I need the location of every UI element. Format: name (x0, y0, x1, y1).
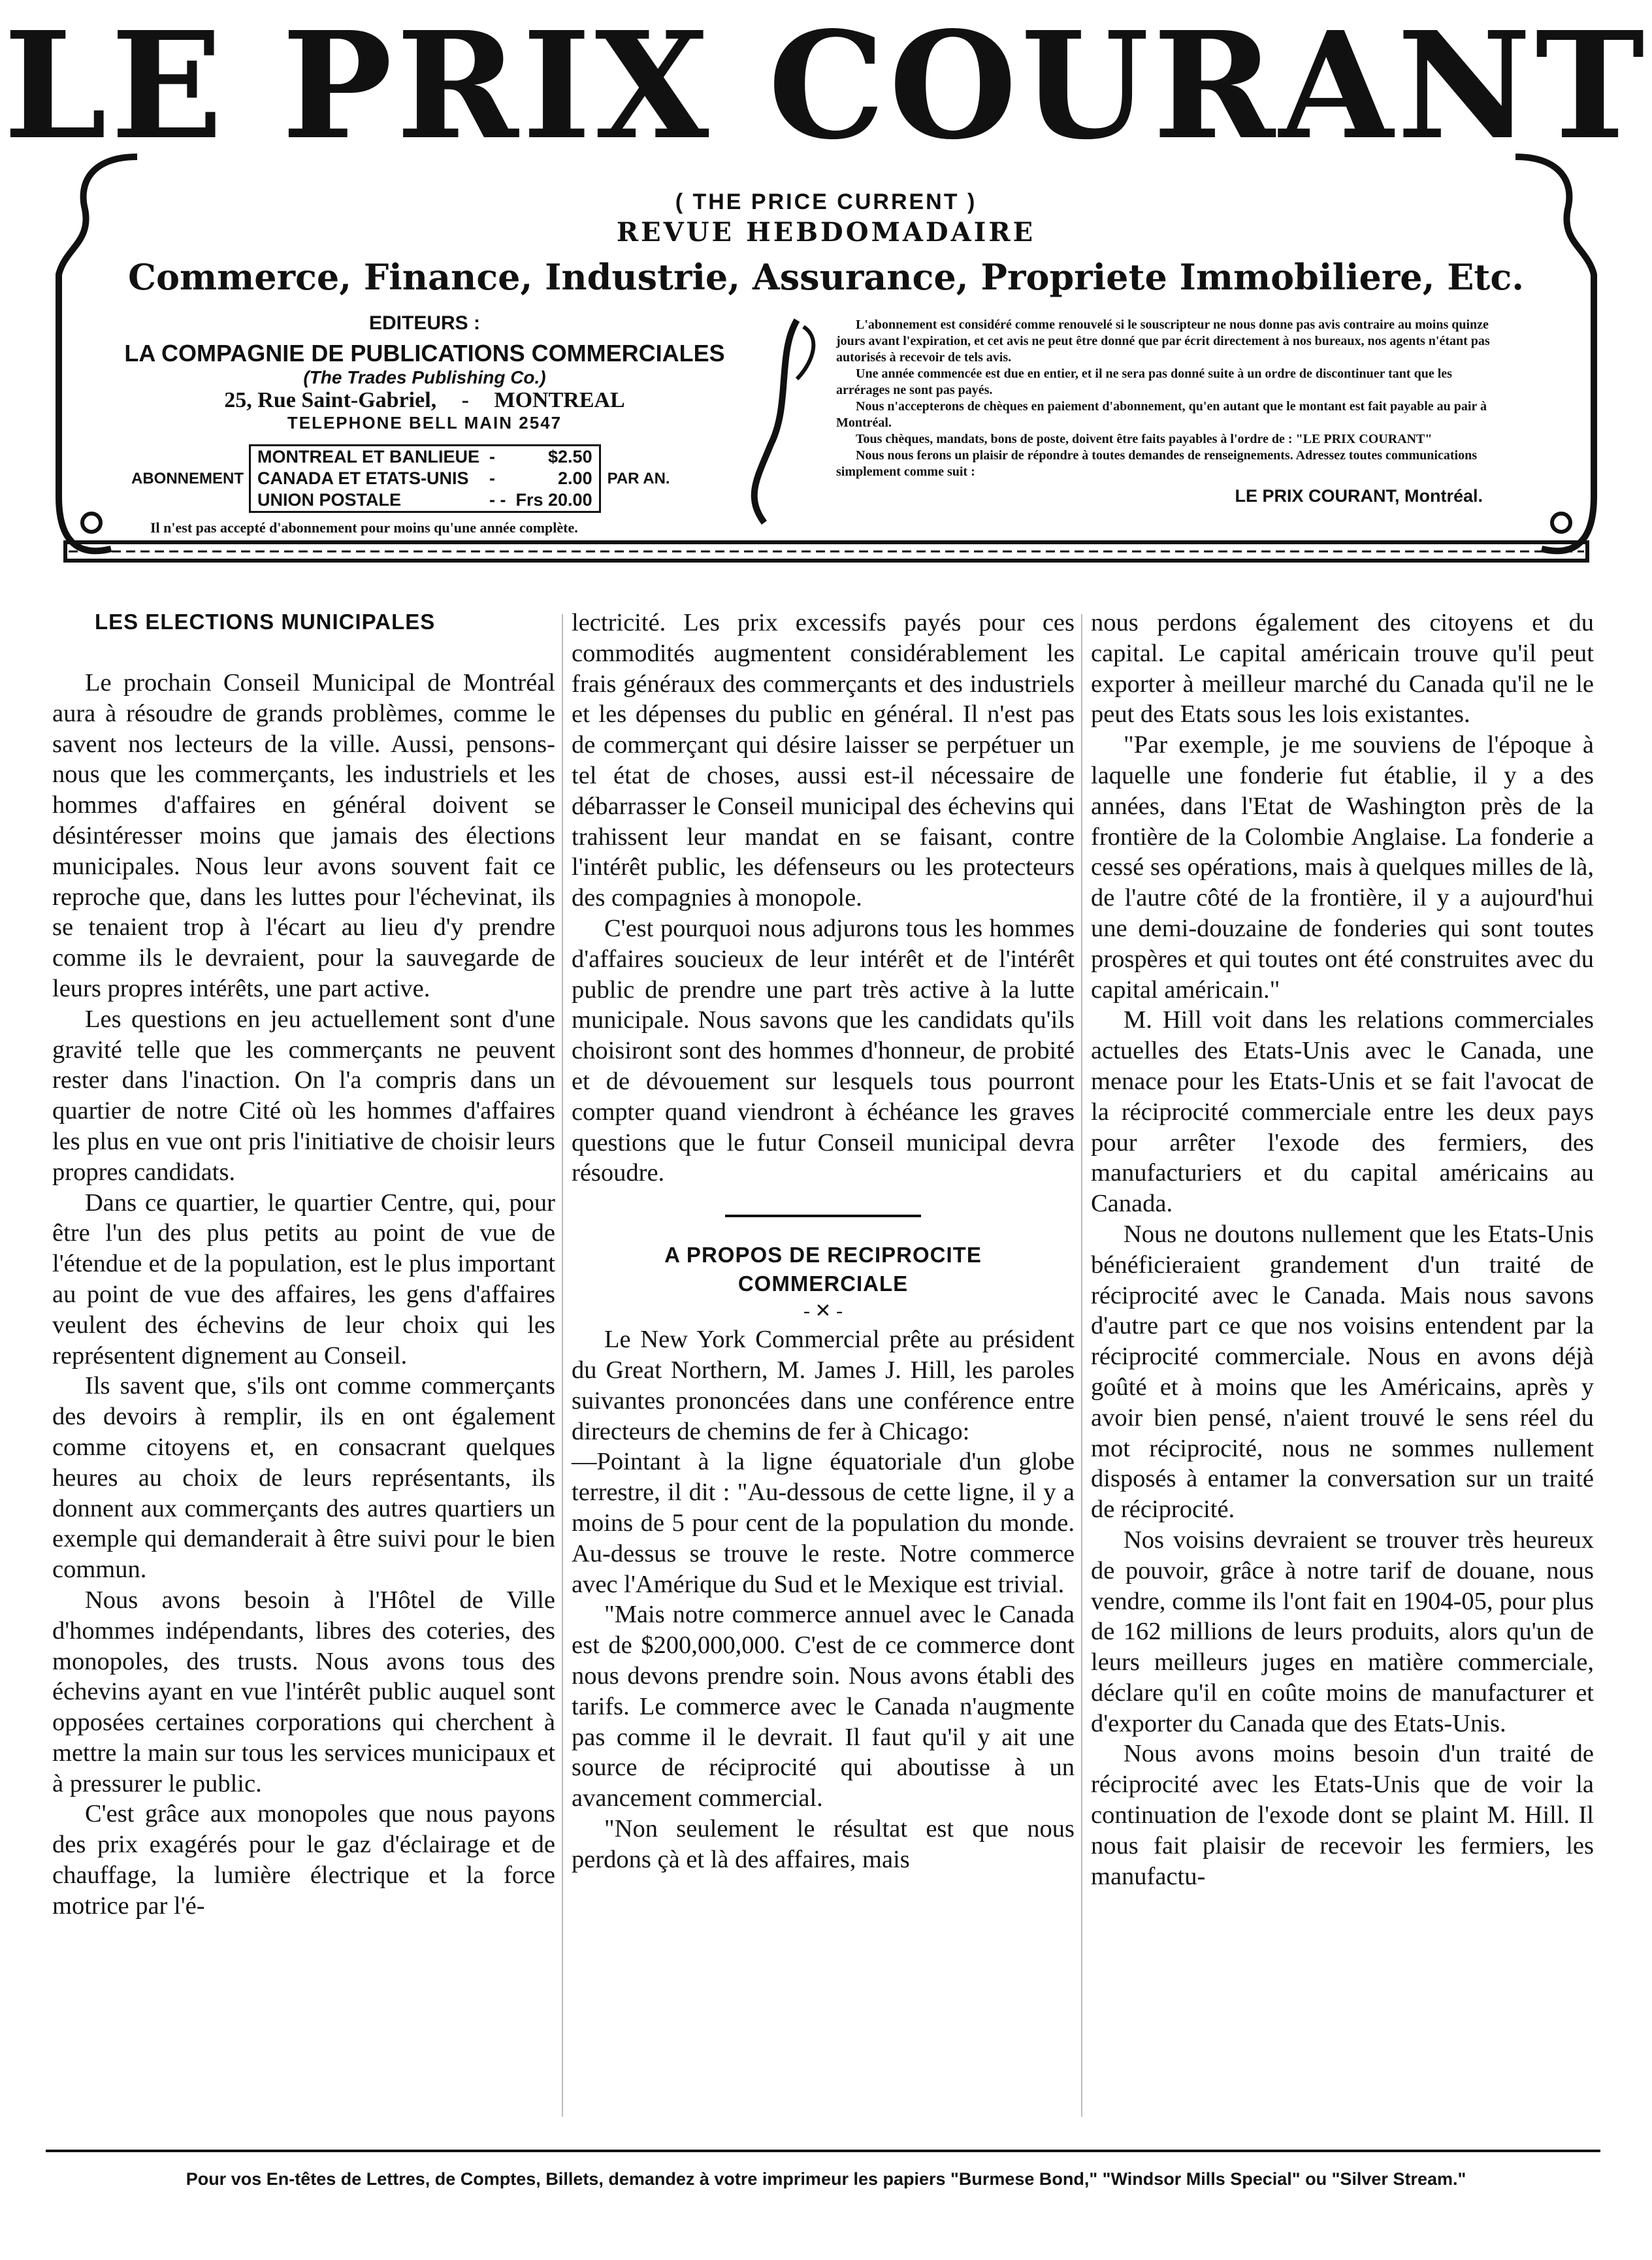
column-rule (562, 614, 563, 2117)
topics-line: Commerce, Finance, Industrie, Assurance, Propriete Immobiliere, Etc. (127, 256, 1525, 298)
article-paragraph: Nous ne doutons nullement que les Etats-Unis bénéficieraient grandement d'un traité de réciprocité avec le Canada. Mais nous savons d'autre part ce que nos voisins entendent par la réciprocité commerciale. Nous en avons déjà goûté et à moins que les Américains, après y avoir bien pensé, n'aient trouvé le sens réel du mot réciprocité, nous ne sommes nullement disposés à entamer la conversation sur un traité de réciprocité. (1091, 1220, 1594, 1524)
article-paragraph: Les questions en jeu actuellement sont d'une gravité telle que les commerçants ne peuvent rester dans l'inaction. On l'a compris dans un quartier de notre Cité où les hommes d'affaires les plus en vue ont pris l'initiative de choisir leurs propres candidats. (52, 1005, 555, 1186)
notice-signature: LE PRIX COURANT, Montréal. (1235, 486, 1483, 506)
column-2 (572, 608, 1075, 1875)
minimum-note: Il n'est pas accepté d'abonnement pour moins qu'une année complète. (150, 519, 578, 536)
masthead-title: LE PRIX COURANT (3, 0, 1649, 172)
ornament-swash (754, 320, 797, 523)
article-heading: LES ELECTIONS MUNICIPALES (95, 610, 436, 634)
article-paragraph: Nos voisins devraient se trouver très heureux de pouvoir, grâce à notre tarif de douane, nous vendre, comme ils l'ont fait en 1904-05, pour plus de 162 millions de leurs produits, alors qu'un de leurs meilleurs juges en matière commerciale, déclare qu'il en coûte moins de manufacturer et d'exporter du Canada que des Etats-Unis. (1091, 1526, 1594, 1737)
publisher-company: LA COMPAGNIE DE PUBLICATIONS COMMERCIALES (124, 340, 725, 367)
article-paragraph: Ils savent que, s'ils ont comme commerçants des devoirs à remplir, ils en ont également comme citoyens et, en consacrant quelques heures au choix de leurs représentants, ils donnent aux commerçants des autres quartiers un exemple qui demanderait à être suivi pour le bien commun. (52, 1372, 555, 1584)
notice-paragraph: Nous nous ferons un plaisir de répondre à toutes demandes de renseignements. Adressez toutes communications simplement comme suit : (836, 448, 1477, 479)
subscription-price: 2.00 (515, 468, 600, 489)
per-year-label: PAR AN. (607, 469, 670, 487)
notice-paragraph: L'abonnement est considéré comme renouvelé si le souscripteur ne nous donne pas avis contraire au moins quinze jours avant l'expiration, et cet avis ne peut être donné que par écrit directement à nos bureaux, nos agents n'étant pas autorisés à recevoir de tels avis. (836, 318, 1490, 365)
column-1 (52, 608, 555, 1922)
article-paragraph: Le New York Commercial prête au président du Great Northern, M. James J. Hill, les paroles suivantes prononcées dans une conférence entre directeurs de chemins de fer à Chicago: (572, 1326, 1075, 1445)
publisher-telephone: TELEPHONE BELL MAIN 2547 (287, 413, 562, 433)
article-heading: A PROPOS DE RECIPROCITE COMMERCIALE (664, 1243, 982, 1296)
publisher-city: MONTREAL (494, 388, 625, 412)
ornament-divider: - ✕ - (803, 1300, 843, 1322)
subscription-place: MONTREAL ET BANLIEUE (250, 446, 481, 468)
editeurs-label: EDITEURS : (368, 312, 480, 334)
column-rule (1081, 614, 1082, 2117)
publisher-block: EDITEURS : LA COMPAGNIE DE PUBLICATIONS COMMERCIALES (The Trades Publishing Co.) 25, Rue Saint-Gabriel, - MONTREAL TELEPHONE BELL MAIN 2547 (98, 312, 751, 433)
article-paragraph: "Mais notre commerce annuel avec le Canada est de $200,000,000. C'est de ce commerce dont nous devons prendre soin. Nous avons établi des tarifs. Le commerce avec le Canada n'augmente pas comme il le devrait. Il faut qu'il y ait une source de réciprocité qui aboutisse à un avancement commercial. (572, 1601, 1075, 1812)
subscription-price: $2.50 (515, 446, 600, 468)
article-paragraph: —Pointant à la ligne équatoriale d'un globe terrestre, il dit : "Au-dessous de cette ligne, il y a moins de 5 pour cent de la population du monde. Au-dessus se trouve le reste. Notre commerce avec l'Amérique du Sud et le Mexique est trivial. (572, 1448, 1075, 1598)
article-paragraph: C'est pourquoi nous adjurons tous les hommes d'affaires soucieux de leur intérêt et de l'intérêt public de prendre une part très active à la lutte municipale. Nous savons que les candidats qu'ils choisiront sont des hommes d'honneur, de probité et de dévouement sur lesquels tous pourront compter quand viendront à échéance les graves questions que le futur Conseil municipal devra résoudre. (572, 914, 1075, 1187)
subscription-notice (836, 317, 1496, 504)
english-title: ( THE PRICE CURRENT ) (675, 189, 977, 214)
publisher-company-alt: (The Trades Publishing Co.) (303, 367, 546, 387)
footer-rule (46, 2150, 1600, 2152)
revue-subtitle: REVUE HEBDOMADAIRE (616, 217, 1036, 248)
subscription-price: Frs 20.00 (515, 489, 600, 512)
article-paragraph: "Non seulement le résultat est que nous perdons çà et là des affaires, mais (572, 1814, 1075, 1873)
subscription-label: ABONNEMENT (131, 469, 244, 487)
article-paragraph: nous perdons également des citoyens et du capital. Le capital américain trouve qu'il peut exporter à meilleur marché du Canada qu'il ne le peut des Etats sous les lois existantes. (1091, 609, 1594, 729)
article-paragraph: Nous avons besoin à l'Hôtel de Ville d'hommes indépendants, libres des coteries, des monopoles, des trusts. Nous avons tous des échevins ayant en vue l'intérêt public auquel sont opposées certaines corporations qui cherchent à mettre la main sur tous les services municipaux et à pressurer le public. (52, 1586, 555, 1797)
notice-paragraph: Une année commencée est due en entier, et il ne sera pas donné suite à un ordre de discontinuer tant que les arrérages ne sont pas payés. (836, 367, 1452, 397)
article-paragraph: lectricité. Les prix excessifs payés pour ces commodités augmentent considérablement les frais généraux des commerçants et des industriels et les dépenses du public en général. Il n'est pas de commerçant qui désire laisser se perpétuer un tel état de choses, aussi est-il nécessaire de débarrasser le Conseil municipal des échevins qui trahissent leur mandat en se faisant, contre l'intérêt public, les défenseurs ou les protecteurs des compagnies à monopole. (572, 609, 1075, 912)
article-paragraph: Nous avons moins besoin d'un traité de réciprocité avec les Etats-Unis que de voir la continuation de l'exode dont se plaint M. Hill. Il nous fait plaisir de recevoir les fermiers, les manufactu- (1091, 1740, 1594, 1890)
subscription-block: ABONNEMENT MONTREAL ET BANLIEUE - $2.50 PAR AN. CANADA ET ETATS-UNIS - 2.00 UNION POSTALE - - Frs 20.00 Il n'est pas accepté d'abonnement pour moins qu'une année complète. (131, 444, 719, 536)
notice-paragraph: Tous chèques, mandats, bons de poste, doivent être faits payables à l'ordre de : "LE PRIX COURANT" (856, 432, 1433, 446)
article-paragraph: M. Hill voit dans les relations commerciales actuelles des Etats-Unis avec le Canada, une menace pour les Etats-Unis et se fait l'avocat de la réciprocité commerciale entre les deux pays pour arrêter l'exode des fermiers, des manufacturiers et du capital américains au Canada. (1091, 1006, 1594, 1218)
subscription-place: UNION POSTALE (250, 489, 481, 512)
article-paragraph: "Par exemple, je me souviens de l'époque à laquelle une fonderie fut établie, il y a des années, dans l'Etat de Washington près de la frontière de la Colombie Anglaise. La fonderie a cessé ses opérations, mais à quelques milles de là, de l'autre côté de la frontière, il y a aujourd'hui une demi-douzaine de fonderies qui sont toutes prospères et qui toutes ont été construites avec du capital américain." (1091, 731, 1594, 1004)
article-paragraph: Le prochain Conseil Municipal de Montréal aura à résoudre de grands problèmes, comme le savent nos lecteurs de la ville. Aussi, pensons-nous que les commerçants, les industriels et les hommes d'affaires en général doivent se désintéresser moins que jamais des élections municipales. Nous leur avons souvent fait ce reproche que, dans les luttes pour l'échevinat, ils se tenaient trop à l'écart au lieu d'y prendre comme ils le devraient, pour la sauvegarde de leurs propres intérêts, une part active. (52, 669, 555, 1002)
footer-advert: Pour vos En-têtes de Lettres, de Comptes, Billets, demandez à votre imprimeur les papiers "Burmese Bond," "Windsor Mills Special" ou "Silver Stream." (186, 2169, 1466, 2189)
article-paragraph: Dans ce quartier, le quartier Centre, qui, pour être l'un des plus petits au point de vue de l'étendue et de la population, est le plus important au point de vue des affaires, les gens d'affaires veulent des échevins de leur choix qui les représentent dignement au Conseil. (52, 1188, 555, 1369)
notice-paragraph: Nous n'accepterons de chèques en paiement d'abonnement, qu'en autant que le montant est fait payable au pair à Montréal. (836, 399, 1487, 430)
publisher-address: 25, Rue Saint-Gabriel, (224, 388, 437, 412)
article-separator (725, 1215, 921, 1217)
article-paragraph: C'est grâce aux monopoles que nous payons des prix exagérés pour le gaz d'éclairage et de chauffage, la lumière électrique et la force motrice par l'é- (52, 1800, 555, 1920)
subscription-place: CANADA ET ETATS-UNIS (250, 468, 481, 489)
column-3 (1091, 608, 1594, 1892)
